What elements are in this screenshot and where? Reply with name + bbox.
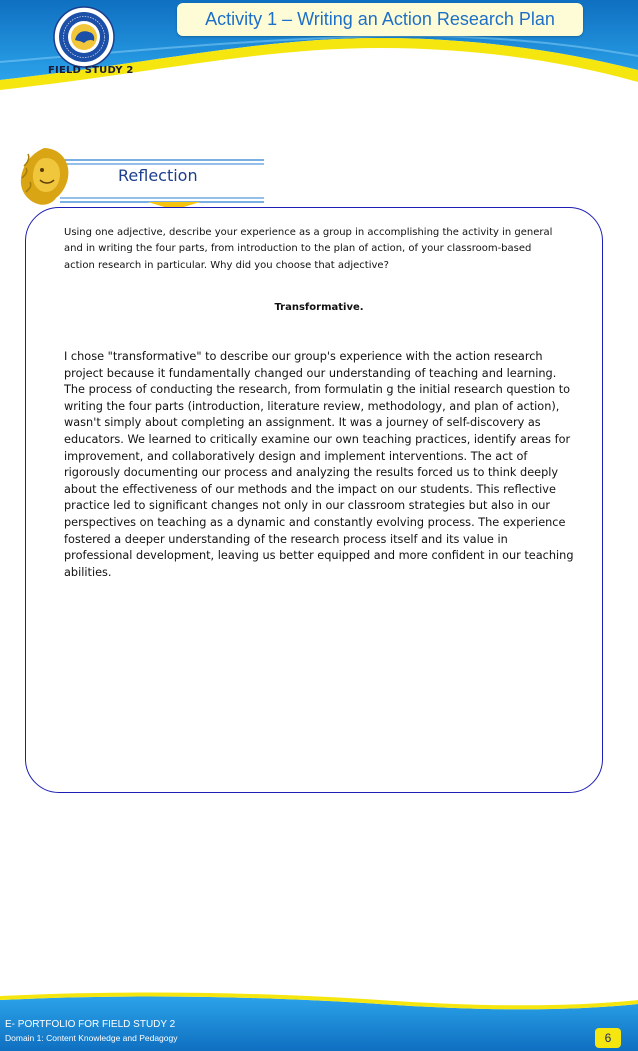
reflection-prompt: Using one adjective, describe your experience as a group in accomplishing the activity in general and in writing the four parts, from introduction to the plan of action, of your classroom-based action research in particular. Why did you choose that adjective? (64, 227, 553, 271)
reflection-title: Reflection (118, 166, 198, 185)
page-header (0, 0, 638, 100)
reflection-heading (18, 146, 248, 208)
activity-title: Activity 1 – Writing an Action Research Plan (205, 9, 555, 29)
footer-domain-label: Domain 1: Content Knowledge and Pedagogy (5, 1033, 178, 1043)
reflection-answer: I chose "transformative" to describe our group's experience with the action research project because it fundamentally changed our understanding of teaching and learning. The process of conducting the research, from formulatin g the initial research question to writing the four parts (introduction, literature review, methodology, and plan of action), wasn't simply about completing an assignment. It was a journey of self-discovery as educators. We learned to critically examine our own teaching practices, identify areas for improvement, and collaboratively design and implement interventions. The act of rigorously documenting our process and analyzing the results forced us to think deeply about the effectiveness of our methods and the impact on our students. This reflective practice led to significant changes not only in our classroom strategies but also in our perspectives on teaching as a dynamic and constantly evolving process. The experience fostered a deeper understanding of the research process itself and its value in professional development, leaving us better equipped and more confident in our teaching abilities. (64, 350, 574, 579)
field-study-label: FIELD STUDY 2 (48, 65, 134, 76)
page-number: 6 (595, 1028, 621, 1048)
lion-head-icon (18, 146, 70, 208)
footer-portfolio-label: E- PORTFOLIO FOR FIELD STUDY 2 (5, 1019, 176, 1030)
activity-title-box (177, 3, 583, 36)
university-seal-icon (53, 6, 115, 68)
chosen-adjective: Transformative. (274, 302, 364, 313)
